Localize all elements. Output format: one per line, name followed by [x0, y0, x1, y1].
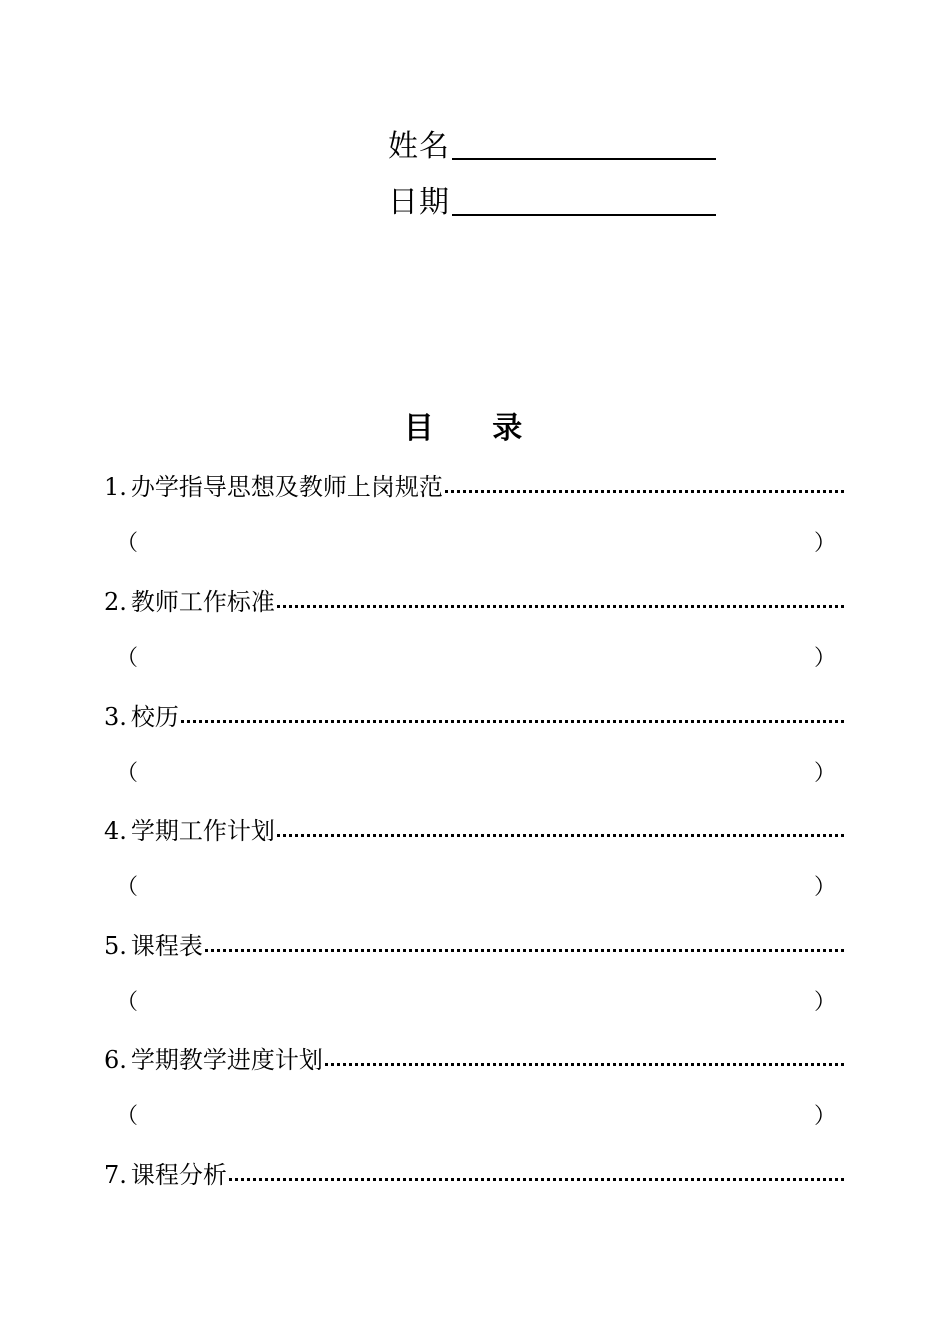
- name-underline: [452, 158, 716, 160]
- toc-page-number: [116, 989, 836, 1017]
- close-paren: ）: [813, 761, 836, 786]
- close-paren: ）: [813, 646, 836, 671]
- date-underline: [452, 214, 716, 216]
- toc-entry-text: 校历: [130, 703, 179, 731]
- toc-entry-number: 5.: [104, 932, 127, 960]
- toc-page-number: [116, 1103, 836, 1131]
- toc-dot-leader: [325, 1063, 844, 1066]
- open-paren: （: [116, 646, 139, 671]
- open-paren: （: [116, 761, 139, 786]
- toc-entry-number: 6.: [104, 1046, 127, 1074]
- open-paren: （: [116, 531, 139, 556]
- toc-entry-text: 教师工作标准: [130, 588, 275, 616]
- toc-entry-text: 学期工作计划: [130, 817, 275, 845]
- toc-dot-leader: [205, 949, 844, 952]
- close-paren: ）: [813, 531, 836, 556]
- open-paren: （: [116, 1104, 139, 1129]
- close-paren: ）: [813, 1104, 836, 1129]
- toc-entry-text: 课程分析: [130, 1161, 227, 1189]
- toc-entry: [104, 472, 844, 502]
- date-field: [388, 180, 716, 220]
- toc-page-number: [116, 645, 836, 673]
- date-label: 日期: [388, 185, 450, 220]
- toc-entry: [104, 1160, 844, 1190]
- toc-entry-number: 4.: [104, 817, 127, 845]
- toc-title: 目 录: [403, 411, 547, 446]
- name-label: 姓名: [388, 129, 450, 164]
- toc-entry-number: 1.: [104, 473, 127, 501]
- toc-entry-number: 3.: [104, 703, 127, 731]
- toc-entry: [104, 931, 844, 961]
- toc-entry: [104, 1045, 844, 1075]
- toc-page-number: [116, 760, 836, 788]
- toc-page-number: [116, 874, 836, 902]
- close-paren: ）: [813, 990, 836, 1015]
- toc-page-number: [116, 530, 836, 558]
- open-paren: （: [116, 990, 139, 1015]
- toc-dot-leader: [277, 834, 844, 837]
- toc-entry-text: 办学指导思想及教师上岗规范: [130, 473, 443, 501]
- toc-entry-number: 7.: [104, 1161, 127, 1189]
- toc-entry-text: 学期教学进度计划: [130, 1046, 323, 1074]
- close-paren: ）: [813, 875, 836, 900]
- toc-entry: [104, 702, 844, 732]
- open-paren: （: [116, 875, 139, 900]
- toc-entry-number: 2.: [104, 588, 127, 616]
- toc-dot-leader: [229, 1178, 844, 1181]
- toc-dot-leader: [181, 720, 844, 723]
- toc-dot-leader: [445, 490, 844, 493]
- toc-dot-leader: [277, 605, 844, 608]
- toc-entry: [104, 587, 844, 617]
- toc-entry: [104, 816, 844, 846]
- toc-entry-text: 课程表: [130, 932, 203, 960]
- name-field: [388, 124, 716, 164]
